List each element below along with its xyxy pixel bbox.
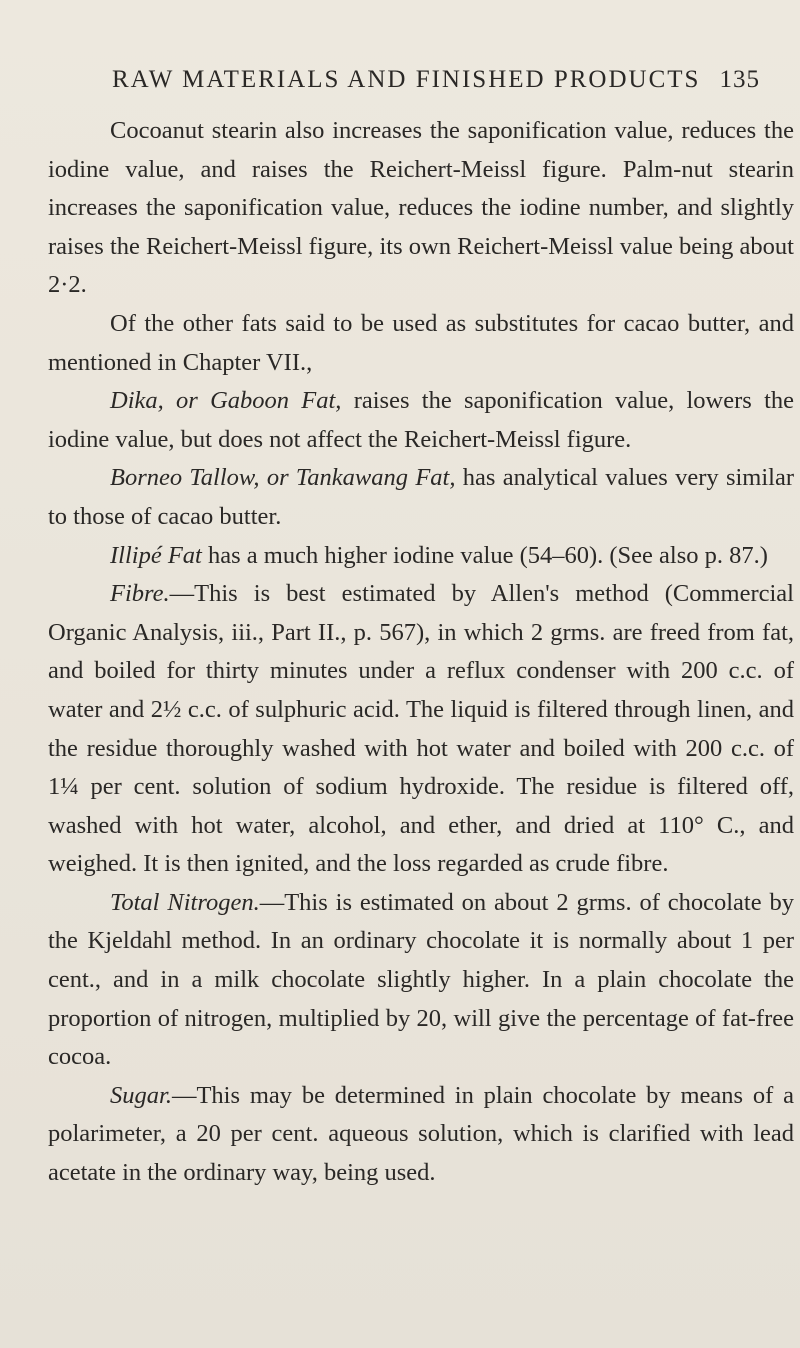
paragraph-text: —This may be determined in plain chocolate by means of a polarimeter, a 20 per cent. aqueous solution, which is clarified with lead acetate in the ordinary way, being used. [48, 1081, 794, 1187]
paragraph-other-fats [48, 305, 794, 382]
paragraph-borneo-tallow [48, 459, 794, 536]
paragraph-text: Cocoanut stearin also increases the saponification value, reduces the iodine value, and raises the Reichert-Meissl figure. Palm-nut stearin increases the saponification value, reduces the iodine number, and slightly raises the Reichert-Meissl figure, its own Reichert-Meissl value being about 2·2. [48, 117, 794, 299]
running-head [112, 66, 760, 94]
page-number: 135 [719, 66, 760, 93]
paragraph-text: —This is estimated on about 2 grms. of chocolate by the Kjeldahl method. In an ordinary chocolate it is normally about 1 per cent., and in a milk chocolate slightly higher. In a plain chocolate the proportion of nitrogen, multiplied by 20, will give the percentage of fat-free cocoa. [48, 888, 794, 1071]
paragraph-text: —This is best estimated by Allen's method (Commercial Organic Analysis, iii., Part II., p. 567), in which 2 grms. are freed from fat, and boiled for thirty minutes under a reflux condenser with 200 c.c. of water and 2½ c.c. of sulphuric acid. The liquid is filtered through linen, and the residue thoroughly washed with hot water and boiled with 200 c.c. of 1¼ per cent. solution of sodium hydroxide. The residue is filtered off, washed with hot water, alcohol, and ether, and dried at 110° C., and weighed. It is then ignited, and the loss regarded as crude fibre. [48, 580, 794, 878]
paragraph-text: has analytical values very similar to those of cacao butter. [48, 464, 794, 530]
paragraph-lead: Sugar. [110, 1081, 172, 1109]
paragraph-lead: Fibre. [110, 580, 170, 608]
running-title: RAW MATERIALS AND FINISHED PRODUCTS [112, 66, 701, 93]
paragraph-text: has a much higher iodine value (54–60). (See also p. 87.) [201, 541, 768, 569]
paragraph-lead: Total Nitrogen. [110, 888, 260, 916]
paragraph-dika-fat [48, 382, 794, 459]
paragraph-fibre [48, 575, 794, 884]
paragraph-total-nitrogen [48, 884, 794, 1077]
paragraph-text: raises the saponification value, lowers the iodine value, but does not affect the Reichert-Meissl figure. [48, 387, 794, 453]
paragraph-sugar [48, 1077, 794, 1193]
paragraph-cocoanut-stearin [48, 112, 794, 305]
paragraph-illipe-fat [48, 537, 794, 576]
body-text [48, 112, 794, 1193]
paragraph-text: Of the other fats said to be used as substitutes for cacao butter, and mentioned in Chapter VII., [48, 309, 794, 376]
paragraph-lead: Illipé Fat [110, 541, 202, 569]
paragraph-lead: Borneo Tallow, or Tankawang Fat, [110, 464, 456, 492]
paragraph-lead: Dika, or Gaboon Fat, [110, 387, 342, 415]
